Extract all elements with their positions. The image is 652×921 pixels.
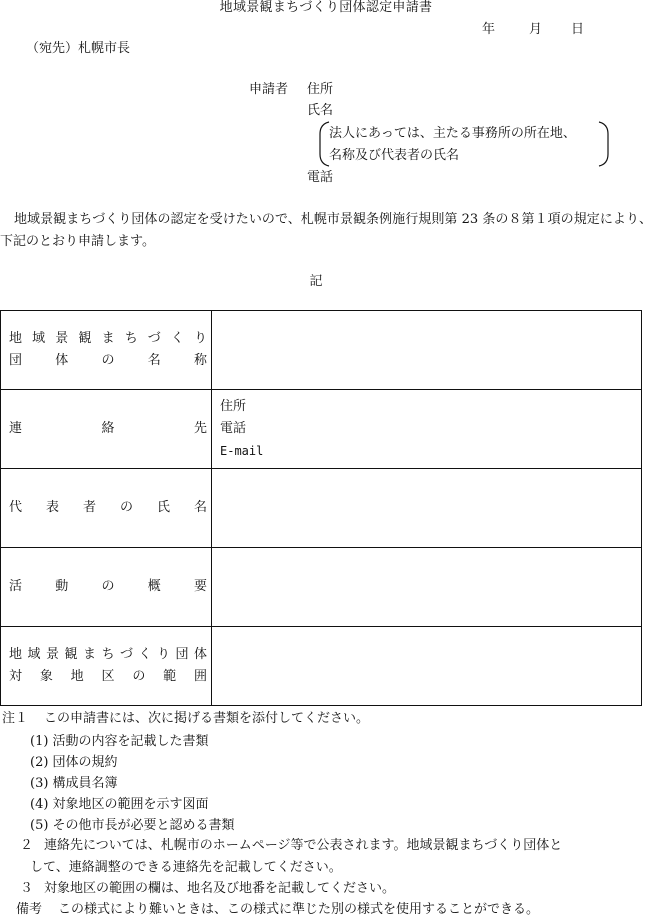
ki-heading: 記 bbox=[309, 274, 323, 289]
note2-line1: 連絡先については、札幌市のホームページ等で公表されます。地域景観まちづくり団体と bbox=[44, 838, 563, 853]
requirement-item: (1) 活動の内容を記載した書類 bbox=[30, 734, 209, 749]
note3-number: ３ bbox=[20, 881, 34, 896]
application-table bbox=[0, 310, 642, 706]
applicant-name-label: 氏名 bbox=[307, 103, 334, 118]
table-value-cell[interactable] bbox=[212, 390, 642, 469]
contact-field-label: 電話 bbox=[220, 421, 247, 436]
table-label-cell bbox=[1, 311, 212, 390]
table-row bbox=[1, 627, 642, 706]
table-label-line: 対象地区の範囲 bbox=[9, 669, 207, 684]
notes-heading-text: この申請書には、次に掲げる書類を添付してください。 bbox=[44, 711, 370, 726]
table-label-line: 地域景観まちづくり団体 bbox=[9, 647, 207, 662]
table-label-line: 団体の名称 bbox=[9, 353, 207, 368]
table-row bbox=[1, 390, 642, 469]
applicant-address-label: 住所 bbox=[307, 82, 334, 97]
notes-heading: 注１ bbox=[2, 711, 29, 726]
table-value-cell[interactable] bbox=[212, 469, 642, 548]
requirement-item: (3) 構成員名簿 bbox=[30, 776, 118, 791]
table-value-cell[interactable] bbox=[212, 311, 642, 390]
remark-text: この様式により難いときは、この様式に準じた別の様式を使用することができる。 bbox=[58, 902, 540, 917]
requirement-item: (5) その他市長が必要と認める書類 bbox=[30, 818, 235, 833]
table-row bbox=[1, 548, 642, 627]
table-row bbox=[1, 311, 642, 390]
table-value-cell[interactable] bbox=[212, 627, 642, 706]
table-label-line: 活動の概要 bbox=[9, 579, 207, 594]
table-label-line: 代表者の氏名 bbox=[9, 500, 207, 515]
requirement-item: (4) 対象地区の範囲を示す図面 bbox=[30, 797, 209, 812]
addressee: （宛先）札幌市長 bbox=[26, 41, 131, 56]
applicant-label: 申請者 bbox=[249, 82, 289, 97]
date-month-label: 月 bbox=[529, 22, 543, 37]
applicant-phone-label: 電話 bbox=[307, 170, 334, 185]
corporate-note-line1: 法人にあっては、主たる事務所の所在地、 bbox=[329, 126, 576, 141]
table-label-cell bbox=[1, 390, 212, 469]
note2-number: ２ bbox=[20, 838, 34, 853]
table-label-line: 地域景観まちづくり bbox=[9, 331, 207, 346]
table-label-line: 連絡先 bbox=[9, 421, 207, 436]
corporate-note-line2: 名称及び代表者の氏名 bbox=[329, 148, 460, 163]
date-day-label: 日 bbox=[571, 22, 585, 37]
requirement-item: (2) 団体の規約 bbox=[30, 755, 118, 770]
table-row bbox=[1, 469, 642, 548]
note2-line2: して、連絡調整のできる連絡先を記載してください。 bbox=[30, 860, 342, 875]
table-label-cell bbox=[1, 627, 212, 706]
contact-field-label: E-mail bbox=[220, 444, 264, 458]
table-value-cell[interactable] bbox=[212, 548, 642, 627]
application-statement: 地域景観まちづくり団体の認定を受けたいので、札幌市景観条例施行規則第 23 条の８第１項の規定により、下記のとおり申請します。 bbox=[0, 212, 652, 249]
contact-field-label: 住所 bbox=[220, 399, 247, 414]
date-year-label: 年 bbox=[482, 22, 496, 37]
table-label-cell bbox=[1, 469, 212, 548]
remark-label: 備考 bbox=[16, 902, 43, 917]
document-title: 地域景観まちづくり団体認定申請書 bbox=[219, 0, 433, 15]
table-label-cell bbox=[1, 548, 212, 627]
note3-text: 対象地区の範囲の欄は、地名及び地番を記載してください。 bbox=[44, 881, 396, 896]
